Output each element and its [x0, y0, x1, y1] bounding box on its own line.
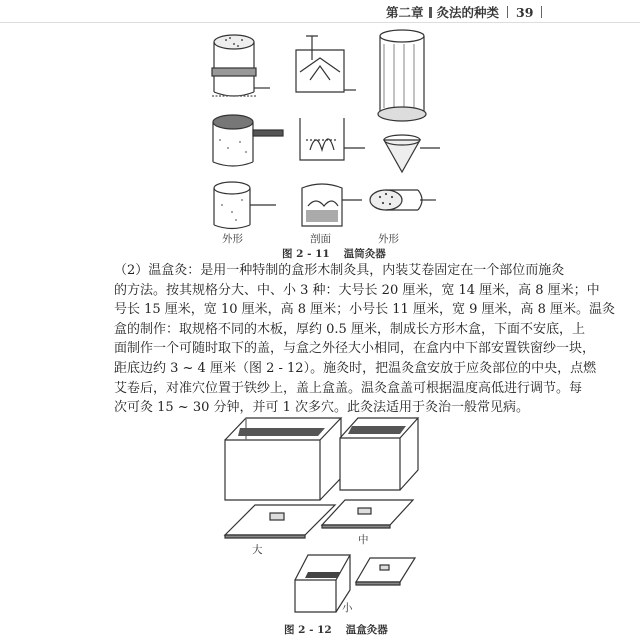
label-large: 大 [252, 544, 263, 556]
warm-tube-exterior-bottom [214, 182, 276, 229]
figure-label-exterior: 外形 [222, 233, 243, 245]
warm-tube-section-bottom [302, 184, 362, 226]
warm-tube-exterior-middle [213, 115, 283, 166]
warm-tube-exterior-top [212, 35, 270, 96]
figure-caption-2-11 [282, 246, 386, 261]
chapter-label: 第二章 [386, 5, 424, 20]
paragraph-line: 面制作一个可随时取下的盖，与盒之外径大小相同，在盒内中下部安置铁窗纱一块， [114, 341, 596, 357]
warm-tube-section-top [296, 36, 356, 92]
warm-tube-long-exterior [378, 30, 426, 121]
figure-caption-2-12 [284, 622, 388, 637]
paragraph-line: 的方法。按其规格分大、中、小 3 种：大号长 20 厘米，宽 14 厘米，高 8 厘米；中 [114, 282, 600, 298]
paragraph-line: （2）温盒灸：是用一种特制的盒形木制灸具，内装艾卷固定在一个部位而施灸 [114, 263, 565, 278]
label-small: 小 [342, 602, 353, 614]
page-number: 39 [516, 5, 534, 20]
warm-box-small-lid [356, 558, 415, 585]
paragraph-line: 艾卷后，对准穴位置于铁纱上，盖上盒盖。温灸盒盖可根据温度高低进行调节。每 [114, 380, 583, 396]
warm-box-large [225, 418, 341, 500]
paragraph-line: 次可灸 15 ~ 30 分钟，并可 1 次多穴。此灸法适用于灸治一般常见病。 [114, 400, 530, 416]
paragraph-line: 距底边约 3 ~ 4 厘米（图 2 - 12）。施灸时，把温灸盒安放于应灸部位的中央，点燃 [114, 360, 597, 376]
paragraph-line: 盒的制作：取规格不同的木板，厚约 0.5 厘米，制成长方形木盒，下面不安底，上 [114, 321, 585, 337]
figure-label-exterior: 外形 [378, 233, 399, 245]
caption-title: 温盒灸器 [345, 624, 388, 636]
warm-box-medium [340, 418, 418, 490]
warm-box-large-lid [225, 505, 335, 538]
section-title: 灸法的种类 [436, 5, 500, 20]
label-medium: 中 [358, 534, 369, 546]
body-paragraph [114, 261, 616, 418]
warm-box-medium-lid [322, 500, 413, 528]
caption-number: 图 2 - 11 [282, 248, 330, 260]
caption-title: 温筒灸器 [343, 248, 386, 260]
warm-tube-section-middle [300, 118, 365, 160]
warm-tube-small-exterior [370, 190, 436, 210]
paragraph-line: 号长 15 厘米，宽 10 厘米，高 8 厘米；小号长 11 厘米，宽 9 厘米，高 8 厘米。温灸 [114, 302, 616, 318]
caption-number: 图 2 - 12 [284, 624, 332, 636]
warm-tube-funnel [384, 135, 440, 172]
figure-label-section: 剖面 [310, 233, 331, 245]
